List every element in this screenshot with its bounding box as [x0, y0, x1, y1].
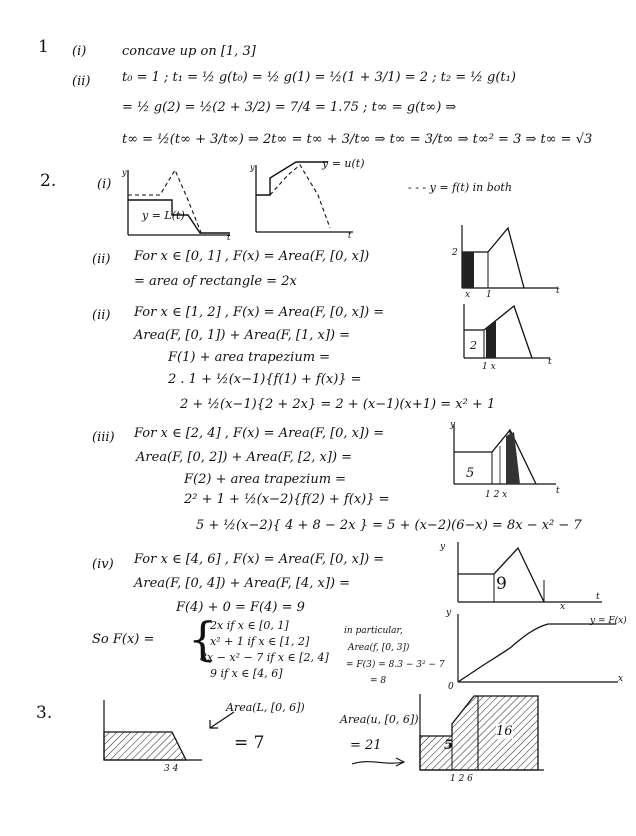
- figure-area-0-to-x: [450, 220, 560, 295]
- area-upper-value: = 21: [350, 738, 382, 753]
- figure-iii-t-label: t: [548, 357, 552, 367]
- particular-line-4: = 8: [370, 676, 387, 686]
- graph-F-curve-label: y = F(x): [590, 616, 627, 626]
- figure-area-4-to-x: [446, 540, 606, 608]
- piecewise-case-2: x² + 1 if x ∈ [1, 2]: [210, 635, 310, 648]
- problem-1-part-i-label: (i): [72, 44, 87, 59]
- problem-2-part-ii-line-2: = area of rectangle = 2x: [134, 274, 297, 289]
- figure-ii-y-label: 2: [452, 248, 458, 258]
- problem-1-part-ii-label: (ii): [72, 74, 91, 89]
- figure-v-nine-label: 9: [496, 574, 507, 594]
- problem-2-part-iii-line-2: Area(F, [0, 1]) + Area(F, [1, x]) =: [134, 328, 351, 343]
- problem-2-part-iii-line-5: 2 + ½(x−1){2 + 2x} = 2 + (x−1)(x+1) = x² + 1: [180, 397, 496, 412]
- figure-iii-two-label: 2: [470, 339, 477, 352]
- area-upper-text: Area(u, [0, 6]): [340, 713, 419, 726]
- figure-iv-tick-labels: 1 2 x: [485, 490, 508, 500]
- figure-iv-five-label: 5: [466, 466, 475, 481]
- problem-2-number: 2.: [40, 171, 57, 191]
- problem-2-part-iii-line-3: F(1) + area trapezium =: [168, 350, 331, 365]
- problem-2-part-iv-line-4: 2² + 1 + ½(x−2){f(2) + f(x)} =: [184, 492, 390, 507]
- problem-2-part-iv-label: (iii): [92, 430, 115, 445]
- graph-legend-text: - - - y = f(t) in both: [408, 181, 512, 194]
- problem-1-line-3: t∞ = ½(t∞ + 3/t∞) ⇒ 2t∞ = t∞ + 3/t∞ ⇒ t∞ = 3/t∞ ⇒ t∞² = 3 ⇒ t∞ = √3: [122, 132, 593, 147]
- problem-3-number: 3.: [36, 703, 53, 723]
- figure-area-lower-ticks: 3 4: [164, 764, 179, 774]
- area-lower-value: = 7: [234, 733, 265, 753]
- figure-ii-t-label: t: [556, 286, 560, 296]
- graph-lower-step-function: [120, 165, 235, 240]
- figure-v-x-label: x: [560, 602, 566, 612]
- figure-v-t-label: t: [596, 592, 600, 602]
- graph-upper-label: y = u(t): [322, 157, 365, 170]
- problem-1-line-2: = ½ g(2) = ½(2 + 3/2) = 7/4 = 1.75 ; t∞ = g(t∞) ⇒: [122, 100, 457, 115]
- problem-2-part-v-label: (iv): [92, 557, 114, 572]
- particular-line-2: Area(f, [0, 3]): [348, 643, 410, 653]
- svg-text:y: y: [250, 163, 255, 172]
- figure-area-lower: [96, 696, 206, 766]
- problem-2-part-v-line-3: F(4) + 0 = F(4) = 9: [176, 600, 305, 615]
- figure-iv-t-label: t: [556, 486, 560, 496]
- figure-area-upper-region-a: 5: [444, 738, 454, 753]
- area-lower-text: Area(L, [0, 6]): [226, 701, 305, 714]
- problem-2-part-ii-line-1: For x ∈ [0, 1] , F(x) = Area(F, [0, x]): [134, 249, 370, 264]
- problem-2-part-iv-line-3: F(2) + area trapezium =: [184, 472, 347, 487]
- problem-2-part-iv-line-5: 5 + ½(x−2){ 4 + 8 − 2x } = 5 + (x−2)(6−x) = 8x − x² − 7: [196, 518, 582, 533]
- problem-2-part-iii-line-4: 2 . 1 + ½(x−1){f(1) + f(x)} =: [168, 372, 362, 387]
- piecewise-case-4: 9 if x ∈ [4, 6]: [210, 667, 283, 680]
- particular-line-3: = F(3) = 8.3 − 3² − 7: [346, 660, 445, 670]
- piecewise-case-3: 8x − x² − 7 if x ∈ [2, 4]: [200, 651, 329, 664]
- figure-area-1-to-x: [452, 300, 552, 365]
- figure-iii-x-label: 1 x: [482, 362, 496, 372]
- svg-text:t: t: [227, 233, 231, 242]
- arrow-right-icon: [350, 752, 410, 772]
- figure-ii-one-label: 1: [486, 290, 492, 300]
- graph-upper-step-function: [248, 160, 358, 240]
- figure-area-upper-region-b: 16: [496, 724, 513, 739]
- problem-2-part-iii-label: (ii): [92, 308, 111, 323]
- figure-iv-y-label: y: [450, 420, 456, 430]
- particular-line-1: in particular,: [344, 626, 403, 636]
- problem-1-line-1: t₀ = 1 ; t₁ = ½ g(t₀) = ½ g(1) = ½(1 + 3/1) = 2 ; t₂ = ½ g(t₁): [122, 70, 516, 85]
- problem-1-part-i-text: concave up on [1, 3]: [122, 44, 256, 59]
- arrow-icon: [206, 710, 236, 732]
- figure-area-upper-ticks: 1 2 6: [450, 774, 473, 784]
- svg-text:t: t: [348, 231, 352, 240]
- figure-area-2-to-x: [440, 420, 560, 492]
- graph-F-x-label: x: [618, 674, 624, 684]
- piecewise-case-1: 2x if x ∈ [0, 1]: [210, 619, 289, 632]
- graph-F-y-label: y: [446, 608, 452, 618]
- problem-2-part-iv-line-2: Area(F, [0, 2]) + Area(F, [2, x]) =: [136, 450, 353, 465]
- problem-1-number: 1: [38, 37, 49, 57]
- graph-lower-label: y = L(t): [142, 209, 185, 222]
- problem-2-part-v-line-2: Area(F, [0, 4]) + Area(F, [4, x]) =: [134, 576, 351, 591]
- problem-2-part-i-label: (i): [97, 177, 112, 192]
- problem-2-part-ii-label: (ii): [92, 252, 111, 267]
- graph-F-origin-label: 0: [448, 682, 454, 692]
- piecewise-brace: {: [188, 612, 218, 666]
- figure-area-upper: [412, 690, 548, 776]
- piecewise-lead: So F(x) =: [92, 632, 155, 647]
- figure-v-y-label: y: [440, 542, 446, 552]
- problem-2-part-iii-line-1: For x ∈ [1, 2] , F(x) = Area(F, [0, x]) =: [134, 305, 385, 320]
- figure-ii-x-label: x: [465, 290, 471, 300]
- problem-2-part-v-line-1: For x ∈ [4, 6] , F(x) = Area(F, [0, x]) =: [134, 552, 385, 567]
- svg-text:y: y: [122, 168, 127, 177]
- problem-2-part-iv-line-1: For x ∈ [2, 4] , F(x) = Area(F, [0, x]) =: [134, 426, 385, 441]
